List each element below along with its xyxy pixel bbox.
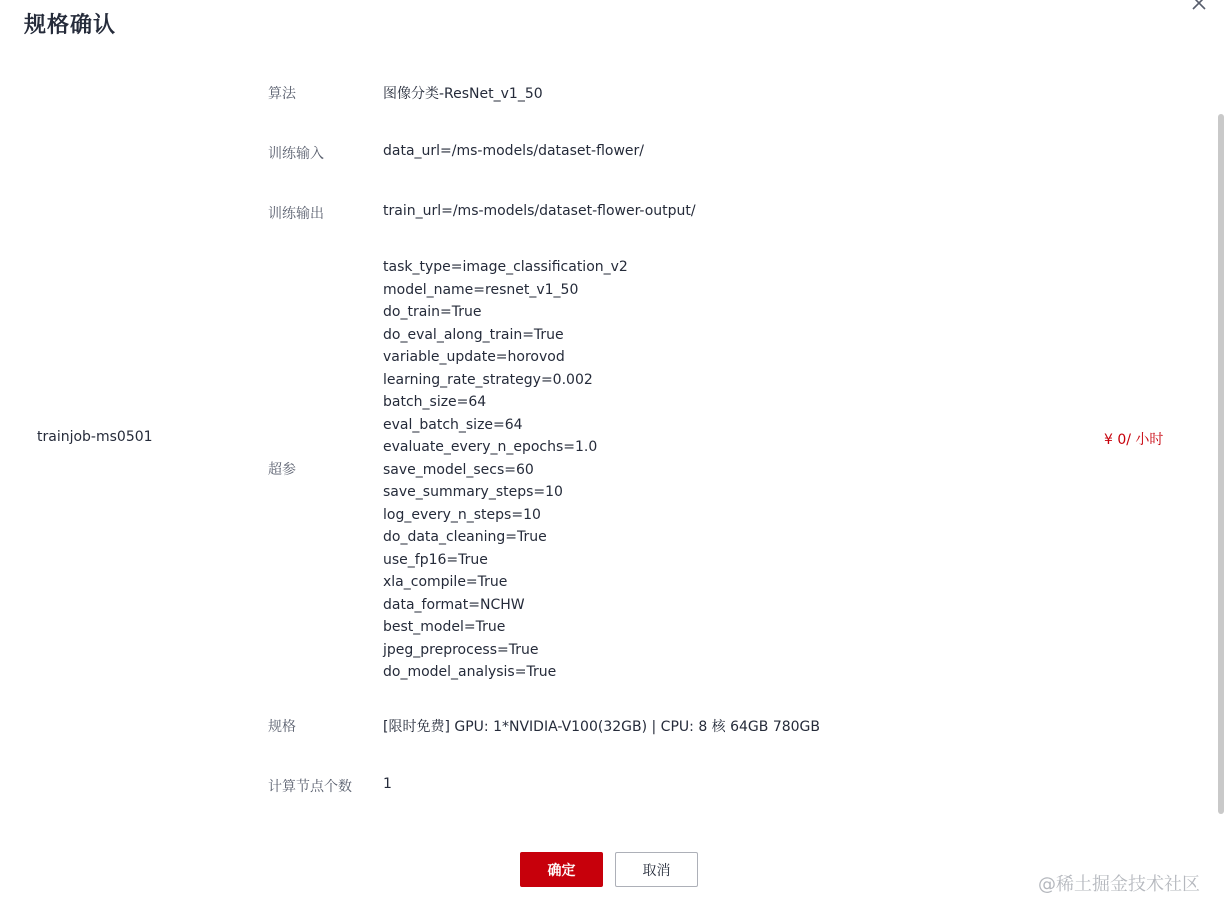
- job-name: trainjob-ms0501: [37, 429, 153, 445]
- hyperparam-item: do_eval_along_train=True: [383, 326, 564, 343]
- hyperparam-item: eval_batch_size=64: [383, 416, 523, 433]
- node-count-value: 1: [383, 776, 392, 792]
- hyperparam-item: xla_compile=True: [383, 574, 508, 590]
- algorithm-value: 图像分类-ResNet_v1_50: [383, 86, 543, 102]
- hyperparams-label: 超参: [268, 462, 296, 478]
- hyperparam-item: log_every_n_steps=10: [383, 506, 541, 523]
- hyperparam-item: data_format=NCHW: [383, 596, 525, 613]
- dialog-title: 规格确认: [24, 13, 117, 38]
- hyperparam-item: do_train=True: [383, 304, 482, 320]
- hyperparams-list: [383, 256, 628, 684]
- train-input-label: 训练输入: [268, 146, 324, 162]
- hyperparam-item: best_model=True: [383, 619, 506, 635]
- hyperparam-item: do_data_cleaning=True: [383, 529, 547, 545]
- hyperparam-item: model_name=resnet_v1_50: [383, 281, 579, 298]
- confirm-button[interactable]: 确定: [520, 852, 603, 887]
- hyperparam-item: save_model_secs=60: [383, 461, 534, 478]
- cancel-button[interactable]: 取消: [615, 852, 698, 887]
- close-icon[interactable]: [1190, 0, 1208, 12]
- train-output-value: train_url=/ms-models/dataset-flower-output/: [383, 203, 696, 219]
- hyperparam-item: save_summary_steps=10: [383, 484, 563, 500]
- hyperparam-item: learning_rate_strategy=0.002: [383, 371, 593, 388]
- node-count-label: 计算节点个数: [268, 779, 352, 795]
- algorithm-label: 算法: [268, 86, 296, 102]
- hyperparam-item: jpeg_preprocess=True: [383, 641, 539, 658]
- hyperparam-item: use_fp16=True: [383, 551, 488, 568]
- watermark: @稀土掘金技术社区: [1038, 874, 1200, 895]
- hyperparam-item: variable_update=horovod: [383, 349, 565, 365]
- hyperparam-item: do_model_analysis=True: [383, 664, 557, 680]
- spec-value: [限时免费] GPU: 1*NVIDIA-V100(32GB) | CPU: 8 核 64GB 780GB: [383, 719, 821, 735]
- hyperparam-item: task_type=image_classification_v2: [383, 259, 628, 275]
- price-label: ¥ 0/ 小时: [1104, 432, 1164, 448]
- spec-label: 规格: [268, 719, 296, 735]
- hyperparam-item: batch_size=64: [383, 394, 487, 410]
- train-input-value: data_url=/ms-models/dataset-flower/: [383, 143, 644, 159]
- train-output-label: 训练输出: [268, 206, 324, 222]
- vertical-scrollbar[interactable]: [1218, 114, 1224, 814]
- hyperparam-item: evaluate_every_n_epochs=1.0: [383, 439, 598, 455]
